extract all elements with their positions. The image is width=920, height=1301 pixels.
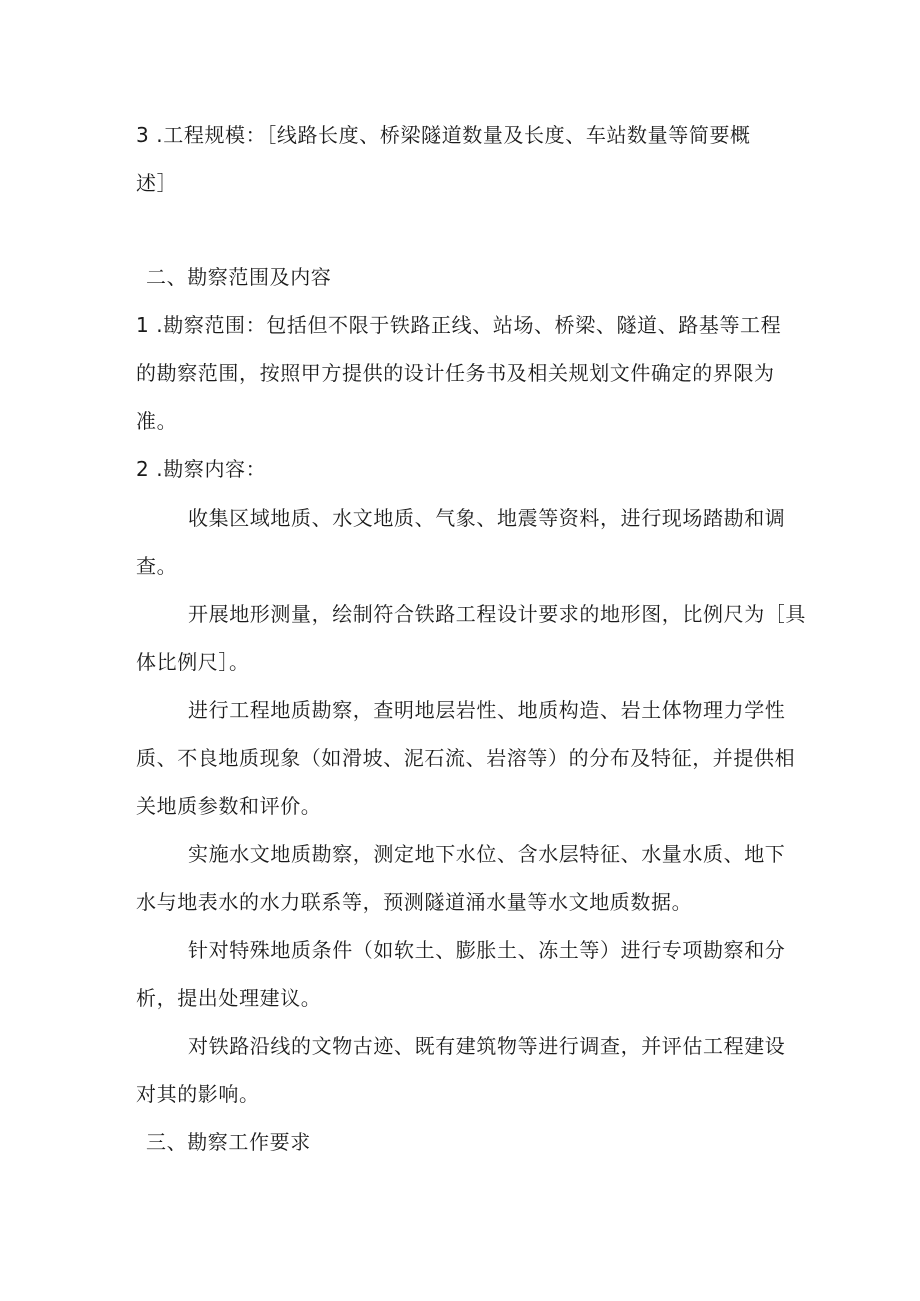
- scope-line-3: 准。: [136, 409, 178, 433]
- paragraph-5-line-2: 析，提出处理建议。: [136, 986, 322, 1010]
- paragraph-6-line-2: 对其的影响。: [136, 1082, 260, 1106]
- paragraph-1-line-1: 收集区域地质、水文地质、气象、地震等资料，进行现场踏勘和调: [188, 506, 786, 530]
- paragraph-2-line-2: 体比例尺］。: [136, 650, 250, 674]
- paragraph-1-line-2: 查。: [136, 554, 178, 578]
- item-3-line-1: 3 .工程规模：［线路长度、桥梁隧道数量及长度、车站数量等简要概: [136, 123, 751, 147]
- paragraph-4-line-2: 水与地表水的水力联系等，预测隧道涌水量等水文地质数据。: [136, 890, 693, 914]
- content-heading: 2 .勘察内容：: [136, 457, 267, 481]
- paragraph-3-line-1: 进行工程地质勘察，查明地层岩性、地质构造、岩土体物理力学性: [188, 698, 786, 722]
- paragraph-6-line-1: 对铁路沿线的文物古迹、既有建筑物等进行调查，并评估工程建设: [188, 1034, 786, 1058]
- paragraph-2-line-1: 开展地形测量，绘制符合铁路工程设计要求的地形图，比例尺为［具: [188, 602, 806, 626]
- scope-line-2: 的勘察范围，按照甲方提供的设计任务书及相关规划文件确定的界限为: [136, 361, 775, 385]
- item-3-line-2: 述］: [136, 171, 178, 195]
- section-3-heading: 三、勘察工作要求: [146, 1130, 311, 1154]
- paragraph-3-line-2: 质、不良地质现象（如滑坡、泥石流、岩溶等）的分布及特征，并提供相: [136, 746, 796, 770]
- paragraph-5-line-1: 针对特殊地质条件（如软土、膨胀土、冻土等）进行专项勘察和分: [188, 938, 786, 962]
- section-2-heading: 二、勘察范围及内容: [146, 265, 332, 289]
- paragraph-3-line-3: 关地质参数和评价。: [136, 794, 322, 818]
- paragraph-4-line-1: 实施水文地质勘察，测定地下水位、含水层特征、水量水质、地下: [188, 842, 786, 866]
- scope-line-1: 1 .勘察范围：包括但不限于铁路正线、站场、桥梁、隧道、路基等工程: [136, 313, 782, 337]
